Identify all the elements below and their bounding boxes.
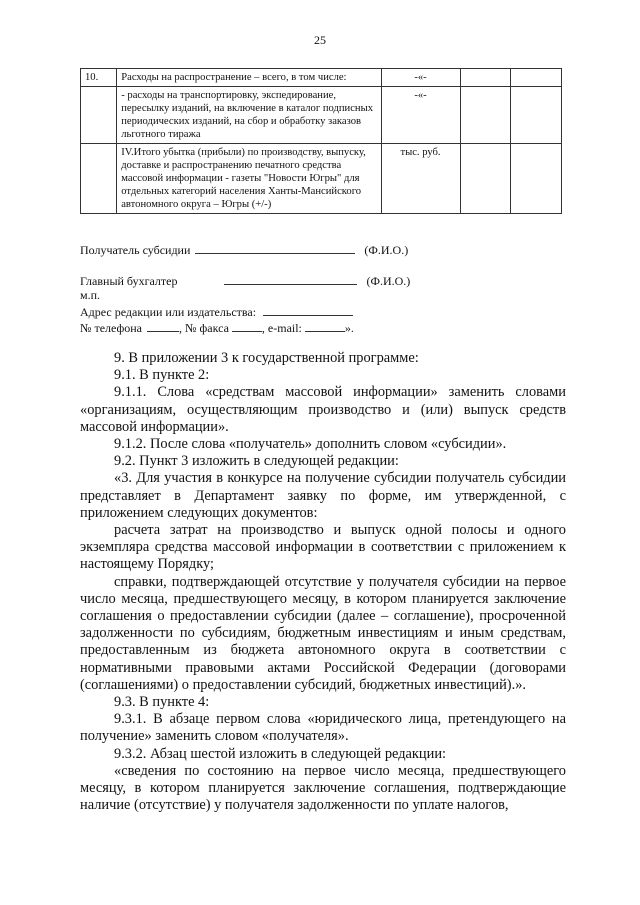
paragraph: 9.1.2. После слова «получатель» дополнить словом «субсидии».	[114, 436, 507, 453]
paragraph: 9.2. Пункт 3 изложить в следующей редакции:	[114, 453, 399, 470]
row-unit: -«-	[381, 69, 460, 87]
recipient-signature-line	[80, 242, 408, 258]
row-value	[511, 144, 562, 214]
contacts-closing: ».	[344, 321, 354, 335]
contacts-line	[80, 320, 354, 336]
row-value	[460, 69, 511, 87]
recipient-label: Получатель субсидии	[80, 243, 191, 257]
accountant-label: Главный бухгалтер	[80, 274, 178, 288]
email-label: , e-mail:	[261, 321, 302, 335]
paragraph: 9.3. В пункте 4:	[114, 694, 210, 711]
expense-table	[80, 68, 562, 214]
accountant-blank	[224, 273, 357, 285]
row-value	[460, 87, 511, 144]
paragraph: 9.3.2. Абзац шестой изложить в следующей редакции:	[114, 745, 447, 762]
paragraph: расчета затрат на производство и выпуск одной полосы и одного экземпляра средства массовой информации в соответствии с приложением к настоящему Порядку;	[80, 522, 566, 573]
address-blank	[263, 304, 353, 316]
seal-mark: м.п.	[80, 288, 101, 302]
row-number	[81, 144, 117, 214]
accountant-fio: (Ф.И.О.)	[366, 274, 411, 288]
row-name: IV.Итого убытка (прибыли) по производству, выпуску, доставке и распространению печатного средства массовой информации - газеты "Новости Югры" для отдельных категорий населения Ханты-Мансийского автономного округа – Югры (+/-)	[117, 144, 381, 214]
recipient-blank	[195, 242, 355, 254]
row-number: 10.	[81, 69, 117, 87]
row-value	[460, 144, 511, 214]
email-blank	[305, 320, 345, 332]
amendment-text	[80, 350, 566, 814]
row-number	[81, 87, 117, 144]
accountant-signature-line	[80, 273, 410, 289]
page-number: 25	[314, 33, 326, 47]
row-value	[511, 87, 562, 144]
table-row	[81, 87, 562, 144]
table-row	[81, 69, 562, 87]
row-unit: -«-	[381, 87, 460, 144]
row-unit: тыс. руб.	[381, 144, 460, 214]
paragraph: «сведения по состоянию на первое число месяца, предшествующего месяцу, в котором планируется заключение соглашения, подтверждающие наличие (отсутствие) у получателя задолженности по уплате налогов,	[80, 762, 566, 814]
phone-blank	[147, 320, 179, 332]
paragraph: 9.1. В пункте 2:	[114, 367, 210, 384]
address-label: Адрес редакции или издательства:	[80, 305, 257, 319]
fax-label: , № факса	[179, 321, 229, 335]
paragraph: справки, подтверждающей отсутствие у получателя субсидии на первое число месяца, предшествующего месяцу, в котором планируется заключение соглашения о предоставлении субсидии (далее – соглашение), просроченной задолженности по субсидиям, бюджетным инвестициям и иным средствам, предоставленным из бюджета автономного округа в соответствии с нормативными правовыми актами Российской Федерации (договорами (соглашениями) о предоставлении субсидий, бюджетных инвестиций).».	[80, 573, 566, 693]
paragraph: «3. Для участия в конкурсе на получение субсидии получатель субсидии представляет в Департамент заявку по форме, им утвержденной, с приложением следующих документов:	[80, 470, 566, 521]
table-row	[81, 144, 562, 214]
paragraph: 9. В приложении 3 к государственной программе:	[114, 350, 419, 366]
row-value	[511, 69, 562, 87]
paragraph: 9.1.1. Слова «средствам массовой информации» заменить словами «организациям, осуществляющим производство и (или) выпуск средств массовой информации».	[80, 384, 566, 435]
address-line	[80, 304, 353, 320]
row-name: - расходы на транспортировку, экспедирование, пересылку изданий, на включение в каталог подписных периодических изданий, на сбор и обработку заказов льготного тиража	[117, 87, 381, 144]
paragraph: 9.3.1. В абзаце первом слова «юридического лица, претендующего на получение» заменить словом «получателя».	[80, 711, 566, 745]
row-name: Расходы на распространение – всего, в том числе:	[117, 69, 381, 87]
recipient-fio: (Ф.И.О.)	[364, 243, 409, 257]
phone-label: № телефона	[80, 321, 143, 335]
fax-blank	[232, 320, 262, 332]
